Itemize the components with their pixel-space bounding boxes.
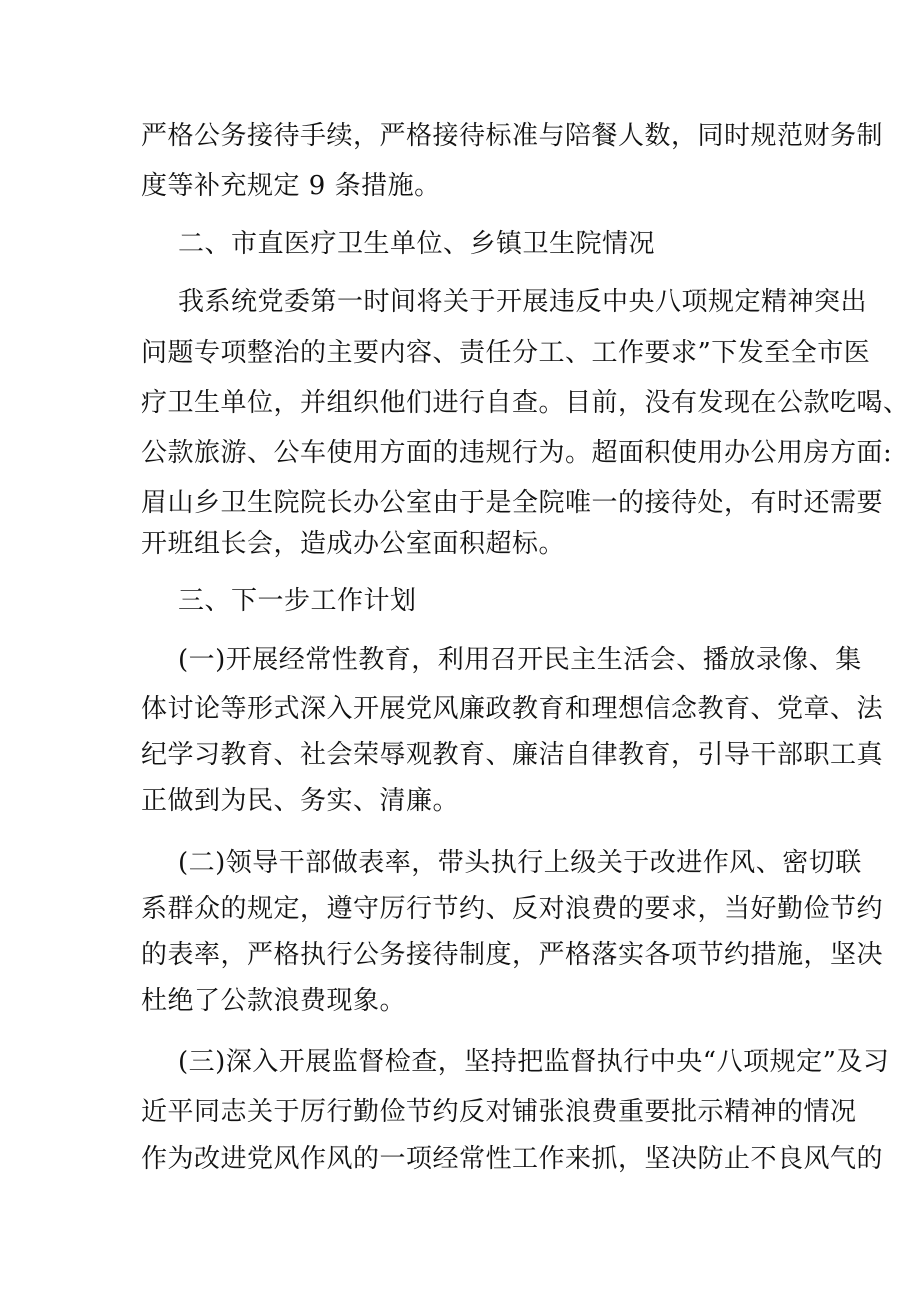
text-line: 纪学习教育、社会荣辱观教育、廉洁自律教育，引导干部职工真: [141, 740, 884, 770]
text-line: 严格公务接待手续，严格接待标准与陪餐人数，同时规范财务制: [141, 121, 884, 151]
text-line: (三)深入开展监督检查，坚持把监督执行中央“八项规定”及习: [178, 1047, 890, 1077]
text-line: 的表率，严格执行公务接待制度，严格落实各项节约措施，坚决: [141, 940, 884, 970]
text-line: 正做到为民、务实、清廉。: [141, 786, 460, 816]
text-line: 近平同志关于厉行勤俭节约反对铺张浪费重要批示精神的情况: [141, 1097, 857, 1127]
text-line: 眉山乡卫生院院长办公室由于是全院唯一的接待处，有时还需要: [141, 488, 884, 518]
text-line: 杜绝了公款浪费现象。: [141, 986, 407, 1016]
text-line: 开班组长会，造成办公室面积超标。: [141, 529, 566, 559]
text-line: 系群众的规定，遵守厉行节约、反对浪费的要求，当好勤俭节约: [141, 894, 884, 924]
text-line: 我系统党委第一时间将关于开展违反中央八项规定精神突出: [178, 287, 868, 317]
section-heading: 二、市直医疗卫生单位、乡镇卫生院情况: [178, 229, 656, 259]
text-line: 疗卫生单位，并组织他们进行自查。目前，没有发现在公款吃喝、: [141, 388, 910, 418]
text-line: (一)开展经常性教育，利用召开民主生活会、播放录像、集: [178, 645, 862, 675]
text-line: 公款旅游、公车使用方面的违规行为。超面积使用办公用房方面:: [141, 438, 893, 468]
section-heading: 三、下一步工作计划: [178, 586, 417, 616]
text-line: 作为改进党风作风的一项经常性工作来抓，坚决防止不良风气的: [141, 1144, 884, 1174]
text-line: 问题专项整治的主要内容、责任分工、工作要求”下发至全市医: [141, 338, 871, 368]
text-line: 体讨论等形式深入开展党风廉政教育和理想信念教育、党章、法: [141, 694, 884, 724]
text-line: (二)领导干部做表率，带头执行上级关于改进作风、密切联: [178, 848, 862, 878]
text-line: 度等补充规定 9 条措施。: [141, 171, 441, 201]
